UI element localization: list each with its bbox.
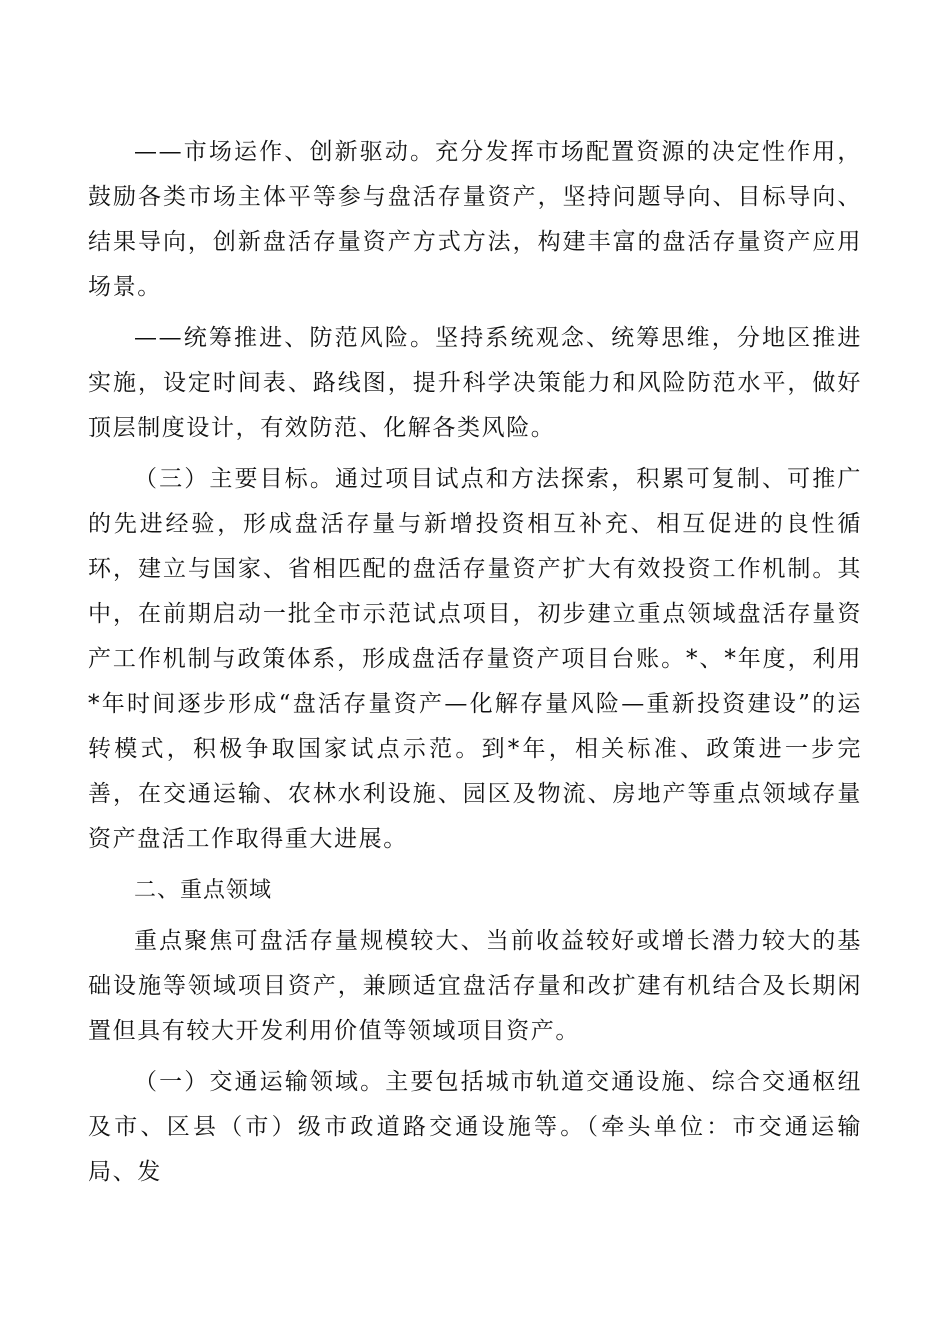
paragraph-coordinated-advance: ——统筹推进、防范风险。坚持系统观念、统筹思维，分地区推进实施，设定时间表、路线图，提升科学决策能力和风险防范水平，做好顶层制度设计，有效防范、化解各类风险。 (88, 325, 862, 441)
paragraph-market-operation: ——市场运作、创新驱动。充分发挥市场配置资源的决定性作用，鼓励各类市场主体平等参与盘活存量资产，坚持问题导向、目标导向、结果导向，创新盘活存量资产方式方法，构建丰富的盘活存量资产应用场景。 (88, 139, 862, 300)
paragraph-main-goals: （三）主要目标。通过项目试点和方法探索，积累可复制、可推广的先进经验，形成盘活存量与新增投资相互补充、相互促进的良性循环，建立与国家、省相匹配的盘活存量资产扩大有效投资工作机制。其中，在前期启动一批全市示范试点项目，初步建立重点领域盘活存量资产工作机制与政策体系，形成盘活存量资产项目台账。*、*年度，利用*年时间逐步形成“盘活存量资产—化解存量风险—重新投资建设”的运转模式，积极争取国家试点示范。到*年，相关标准、政策进一步完善，在交通运输、农林水利设施、园区及物流、房地产等重点领域存量资产盘活工作取得重大进展。 (88, 466, 862, 852)
document-body (88, 130, 862, 1201)
paragraph-focus-areas: 重点聚焦可盘活存量规模较大、当前收益较好或增长潜力较大的基础设施等领域项目资产，兼顾适宜盘活存量和改扩建有机结合及长期闲置但具有较大开发利用价值等领域项目资产。 (88, 928, 862, 1044)
paragraph-transportation: （一）交通运输领域。主要包括城市轨道交通设施、综合交通枢纽及市、区县（市）级市政道路交通设施等。（牵头单位：市交通运输局、发 (88, 1069, 862, 1185)
section-heading-key-areas: 二、重点领域 (134, 878, 273, 903)
